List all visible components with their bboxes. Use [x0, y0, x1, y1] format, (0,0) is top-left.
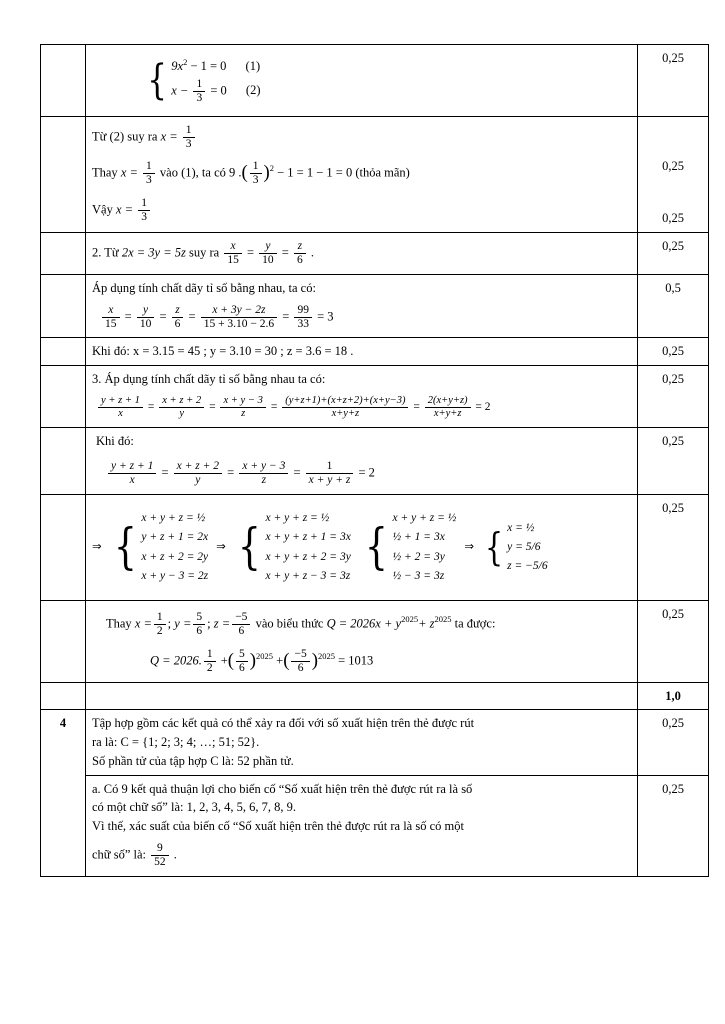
question-number-cell	[41, 366, 86, 427]
content-cell-khido-1: Khi đó: x = 3.15 = 45 ; y = 3.10 = 30 ; z = 3.6 = 18 .	[86, 338, 638, 366]
score-cell	[638, 116, 709, 233]
score-cell: 0,25	[638, 710, 709, 775]
table-row	[41, 338, 709, 366]
sys1-line-4: x + y − 3 = 2z	[141, 569, 209, 582]
text-suyra: suy ra	[189, 245, 220, 260]
fraction: $\frac{y + z + 1}{x}$	[108, 460, 156, 487]
q4a-line-2: có một chữ số” là: 1, 2, 3, 4, 5, 6, 7, 8, 9.	[92, 800, 296, 815]
table-row	[41, 427, 709, 495]
fraction: $\frac{x + z + 2}{y}$	[174, 460, 222, 487]
question-number-cell	[41, 233, 86, 275]
sys4-line-1: x = ½	[507, 521, 535, 534]
sys3-line-2: ½ + 1 = 3x	[392, 531, 445, 544]
fraction: $\frac{z}{6}$	[172, 304, 184, 331]
table-row	[41, 601, 709, 683]
sys1-line-2: y + z + 1 = 2x	[141, 531, 209, 544]
text-thay: Thay	[106, 616, 132, 631]
question-number-4: 4	[41, 710, 86, 876]
question-number-cell	[41, 601, 86, 683]
score-cell: 0,5	[638, 274, 709, 338]
table-row	[41, 710, 709, 775]
text-vao1: vào (1), ta có	[159, 165, 226, 180]
fraction: $\frac{1}{3}$	[183, 124, 195, 151]
text-taduoc: ta được:	[454, 616, 496, 631]
sys3-line-3: ½ + 2 = 3y	[392, 550, 445, 563]
implies-arrow-2: ⇒	[216, 540, 226, 553]
plus-2: +	[276, 653, 284, 668]
fraction: $\frac{5}{6}$	[193, 611, 205, 638]
q4a-line-1: a. Có 9 kết quả thuận lợi cho biến cố “Số xuất hiện trên thẻ được rút ra là số	[92, 781, 473, 796]
fraction: $\frac{y}{10}$	[259, 240, 277, 267]
q4-intro-line-1: Tập hợp gồm các kết quả có thể xảy ra đối với số xuất hiện trên thẻ được rút	[92, 716, 475, 731]
exponent: 2	[183, 57, 188, 67]
sys2-line-3: x + y + z + 2 = 3y	[265, 550, 351, 563]
fraction: $\frac{x}{15}$	[102, 304, 120, 331]
content-cell-tu2	[86, 116, 638, 233]
content-cell-q4-intro	[86, 710, 638, 775]
fraction: $\frac{9}{52}$	[151, 842, 169, 869]
question-number-cell	[41, 45, 86, 117]
exponent: 2025	[256, 650, 274, 661]
fraction: $\frac{5}{6}$	[236, 648, 248, 675]
fraction: $\frac{1}{2}$	[154, 611, 166, 638]
content-cell-thay-Q: Thay x = $\frac{1}{2}$ ; y = $\frac{5}{6}$ ; z = $\frac{-5}{6}$ vào biểu thức $Q = 2026x + y^{2025}+ z^{2025}$ ta được: Q = 2026. $\frac{1}{2}$ +( $\frac{5}{6}$ )$^{2025}$ +( $\frac{-5}{6}$ )$^{2025}$ = 1013	[86, 601, 638, 683]
question-number-cell	[41, 682, 86, 710]
sys3-line-4: ½ − 3 = 3z	[392, 569, 445, 582]
brace-icon: {	[147, 55, 167, 104]
fraction: $\frac{-5}{6}$	[291, 648, 309, 675]
system-2	[234, 509, 351, 586]
table-row	[41, 775, 709, 876]
brace-icon: {	[237, 519, 261, 576]
fraction: $\frac{1}{3}$	[143, 160, 155, 187]
score-cell: 0,25	[638, 366, 709, 427]
fraction: $\frac{y}{10}$	[137, 304, 155, 331]
text-tu2: Từ (2) suy ra	[92, 128, 158, 143]
sys2-line-2: x + y + z + 1 = 3x	[265, 531, 351, 544]
text-vay: Vậy	[92, 202, 113, 217]
text-vao-bieuthuc: vào biểu thức	[255, 616, 324, 631]
table-row	[41, 45, 709, 117]
text-apdung: Áp dụng tính chất dãy tỉ số bằng nhau, ta có:	[92, 280, 316, 295]
fraction: $\frac{x + y - 3}{z}$	[239, 460, 288, 487]
score-cell: 0,25	[638, 45, 709, 117]
content-cell-system-1	[86, 45, 638, 117]
q4-intro-line-2: ra là: C = {1; 2; 3; 4; …; 51; 52}.	[92, 735, 260, 750]
exponent: 2025	[317, 650, 335, 661]
sys4-line-3: z = −5/6	[507, 560, 548, 573]
question-number-cell	[41, 338, 86, 366]
fraction: $\frac{z}{6}$	[294, 240, 306, 267]
plus-1: +	[220, 653, 228, 668]
score-value: 0,25	[662, 211, 684, 226]
fraction: $\frac{x}{15}$	[224, 240, 242, 267]
score-value: 0,25	[662, 158, 684, 173]
score-cell: 0,25	[638, 495, 709, 601]
sys1-line-1: x + y + z = ½	[141, 512, 206, 525]
implies-arrow-1: ⇒	[92, 540, 102, 553]
score-cell: 0,25	[638, 233, 709, 275]
x-equals: x =	[120, 165, 138, 180]
fraction: $\frac{x + 3y - 2z}{15 + 3.10 - 2.6}$	[201, 304, 277, 331]
content-cell-khido-2: Khi đó: $\frac{y + z + 1}{x}$ = $\frac{x + z + 2}{y}$ = $\frac{x + y - 3}{z}$ = $\frac{1}{x + y + z}$ = 2	[86, 427, 638, 495]
text-thay: Thay	[92, 165, 118, 180]
sys3-line-1: x + y + z = ½	[392, 512, 457, 525]
question-number-cell	[41, 495, 86, 601]
q4-intro-line-3: Số phần tử của tập hợp C là: 52 phần tử.	[92, 753, 294, 768]
fraction: $\frac{99}{33}$	[294, 304, 312, 331]
exponent: 2025	[401, 614, 419, 625]
question-number-cell	[41, 274, 86, 338]
eq-tag-1: (1)	[245, 59, 261, 74]
implies-arrow-3: ⇒	[464, 540, 475, 553]
text-khido: Khi đó:	[96, 433, 134, 448]
score-cell: 0,25	[638, 601, 709, 683]
coef: 9 .	[229, 165, 242, 180]
result: = 2	[475, 400, 491, 413]
table-row	[41, 682, 709, 710]
exponent: 2	[269, 163, 274, 174]
fraction: $\frac{x + z + 2}{y}$	[159, 395, 204, 420]
paren-left: (	[241, 162, 248, 184]
result: = 2	[358, 465, 375, 480]
fraction: $\frac{-5}{6}$	[232, 611, 250, 638]
content-cell-item2: 2. Từ 2x = 3y = 5z suy ra $\frac{x}{15}$ = $\frac{y}{10}$ = $\frac{z}{6}$ .	[86, 233, 638, 275]
system-1	[110, 509, 208, 586]
fraction: $\frac{y + z + 1}{x}$	[98, 395, 143, 420]
content-cell-q4-a	[86, 775, 638, 876]
fraction: $\frac{2(x+y+z)}{x+y+z}$	[425, 395, 471, 420]
period: .	[310, 245, 314, 260]
sys1-line-3: x + z + 2 = 2y	[141, 550, 209, 563]
sys4-line-2: y = 5/6	[507, 540, 541, 553]
content-cell-apdung: Áp dụng tính chất dãy tỉ số bằng nhau, ta có: $\frac{x}{15}$ = $\frac{y}{10}$ = $\frac{z}{6}$ = $\frac{x + 3y - 2z}{15 + 3.10 - 2.6}$ = $\frac{99}{33}$ = 3	[86, 274, 638, 338]
score-cell: 0,25	[638, 338, 709, 366]
brace-icon: {	[364, 519, 388, 576]
score-cell: 0,25	[638, 427, 709, 495]
content-cell-empty	[86, 682, 638, 710]
text-tail: − 1 = 1 − 1 = 0 (thỏa mãn)	[277, 165, 410, 180]
table-row	[41, 495, 709, 601]
content-cell-item3: 3. Áp dụng tính chất dãy tỉ số bằng nhau ta có: $\frac{y + z + 1}{x}$ = $\frac{x + z + 2}{y}$ = $\frac{x + y - 3}{z}$ = $\frac{(y+z+1)+(x+z+2)+(x+y-3)}{x+y+z}$ = $\frac{2(x+y+z)}{x+y+z}$ = 2	[86, 366, 638, 427]
eq-line-2: x −	[171, 83, 189, 98]
Q-lead: Q = 2026.	[150, 653, 202, 668]
system-3	[361, 509, 457, 586]
x-equals: x =	[160, 128, 178, 143]
table-row	[41, 116, 709, 233]
content-cell-systems	[86, 495, 638, 601]
x-equals: x =	[115, 202, 134, 217]
score-cell: 0,25	[638, 775, 709, 876]
fraction: $\frac{1}{3}$	[138, 197, 150, 224]
sys2-line-4: x + y + z − 3 = 3z	[265, 569, 351, 582]
q4a-last-prefix: chữ số” là:	[92, 847, 146, 862]
eq-tag-2: (2)	[245, 83, 261, 98]
sys2-line-1: x + y + z = ½	[265, 512, 330, 525]
expression-Q: Q = 2026x + y	[326, 616, 402, 631]
table-row	[41, 233, 709, 275]
brace-icon: {	[113, 519, 137, 576]
table-row	[41, 274, 709, 338]
item-label: 3. Áp dụng tính chất dãy tỉ số bằng nhau ta có:	[92, 372, 326, 387]
fraction: $\frac{1}{2}$	[204, 648, 216, 675]
fraction: $\frac{(y+z+1)+(x+z+2)+(x+y-3)}{x+y+z}$	[282, 395, 408, 420]
q4a-last-tail: .	[173, 847, 177, 862]
answer-table	[40, 44, 709, 877]
result: = 3	[317, 308, 334, 323]
fraction: $\frac{1}{3}$	[193, 78, 205, 105]
brace-icon: {	[485, 525, 504, 570]
exponent: 2025	[434, 614, 452, 625]
eq-line-2-rest: = 0	[210, 83, 227, 98]
question-number-cell	[41, 427, 86, 495]
fraction: $\frac{1}{3}$	[250, 160, 262, 187]
paren-right: )	[263, 162, 270, 184]
equation: 2x = 3y = 5z	[121, 245, 186, 260]
fraction: $\frac{x + y - 3}{z}$	[220, 395, 266, 420]
result: = 1013	[338, 653, 374, 668]
eq-line-1-rest: − 1 = 0	[190, 59, 227, 74]
expression-Q2: + z	[418, 616, 435, 631]
table-row	[41, 366, 709, 427]
item-label: 2. Từ	[92, 245, 119, 260]
q4a-line-3: Vì thế, xác suất của biến cố “Số xuất hiện trên thẻ được rút ra là số có một	[92, 819, 464, 834]
eq-line-1: 9x	[171, 59, 184, 74]
fraction: $\frac{1}{x + y + z}$	[306, 460, 354, 487]
total-score-cell: 1,0	[638, 682, 709, 710]
system-4	[482, 519, 548, 577]
question-number-cell	[41, 116, 86, 233]
